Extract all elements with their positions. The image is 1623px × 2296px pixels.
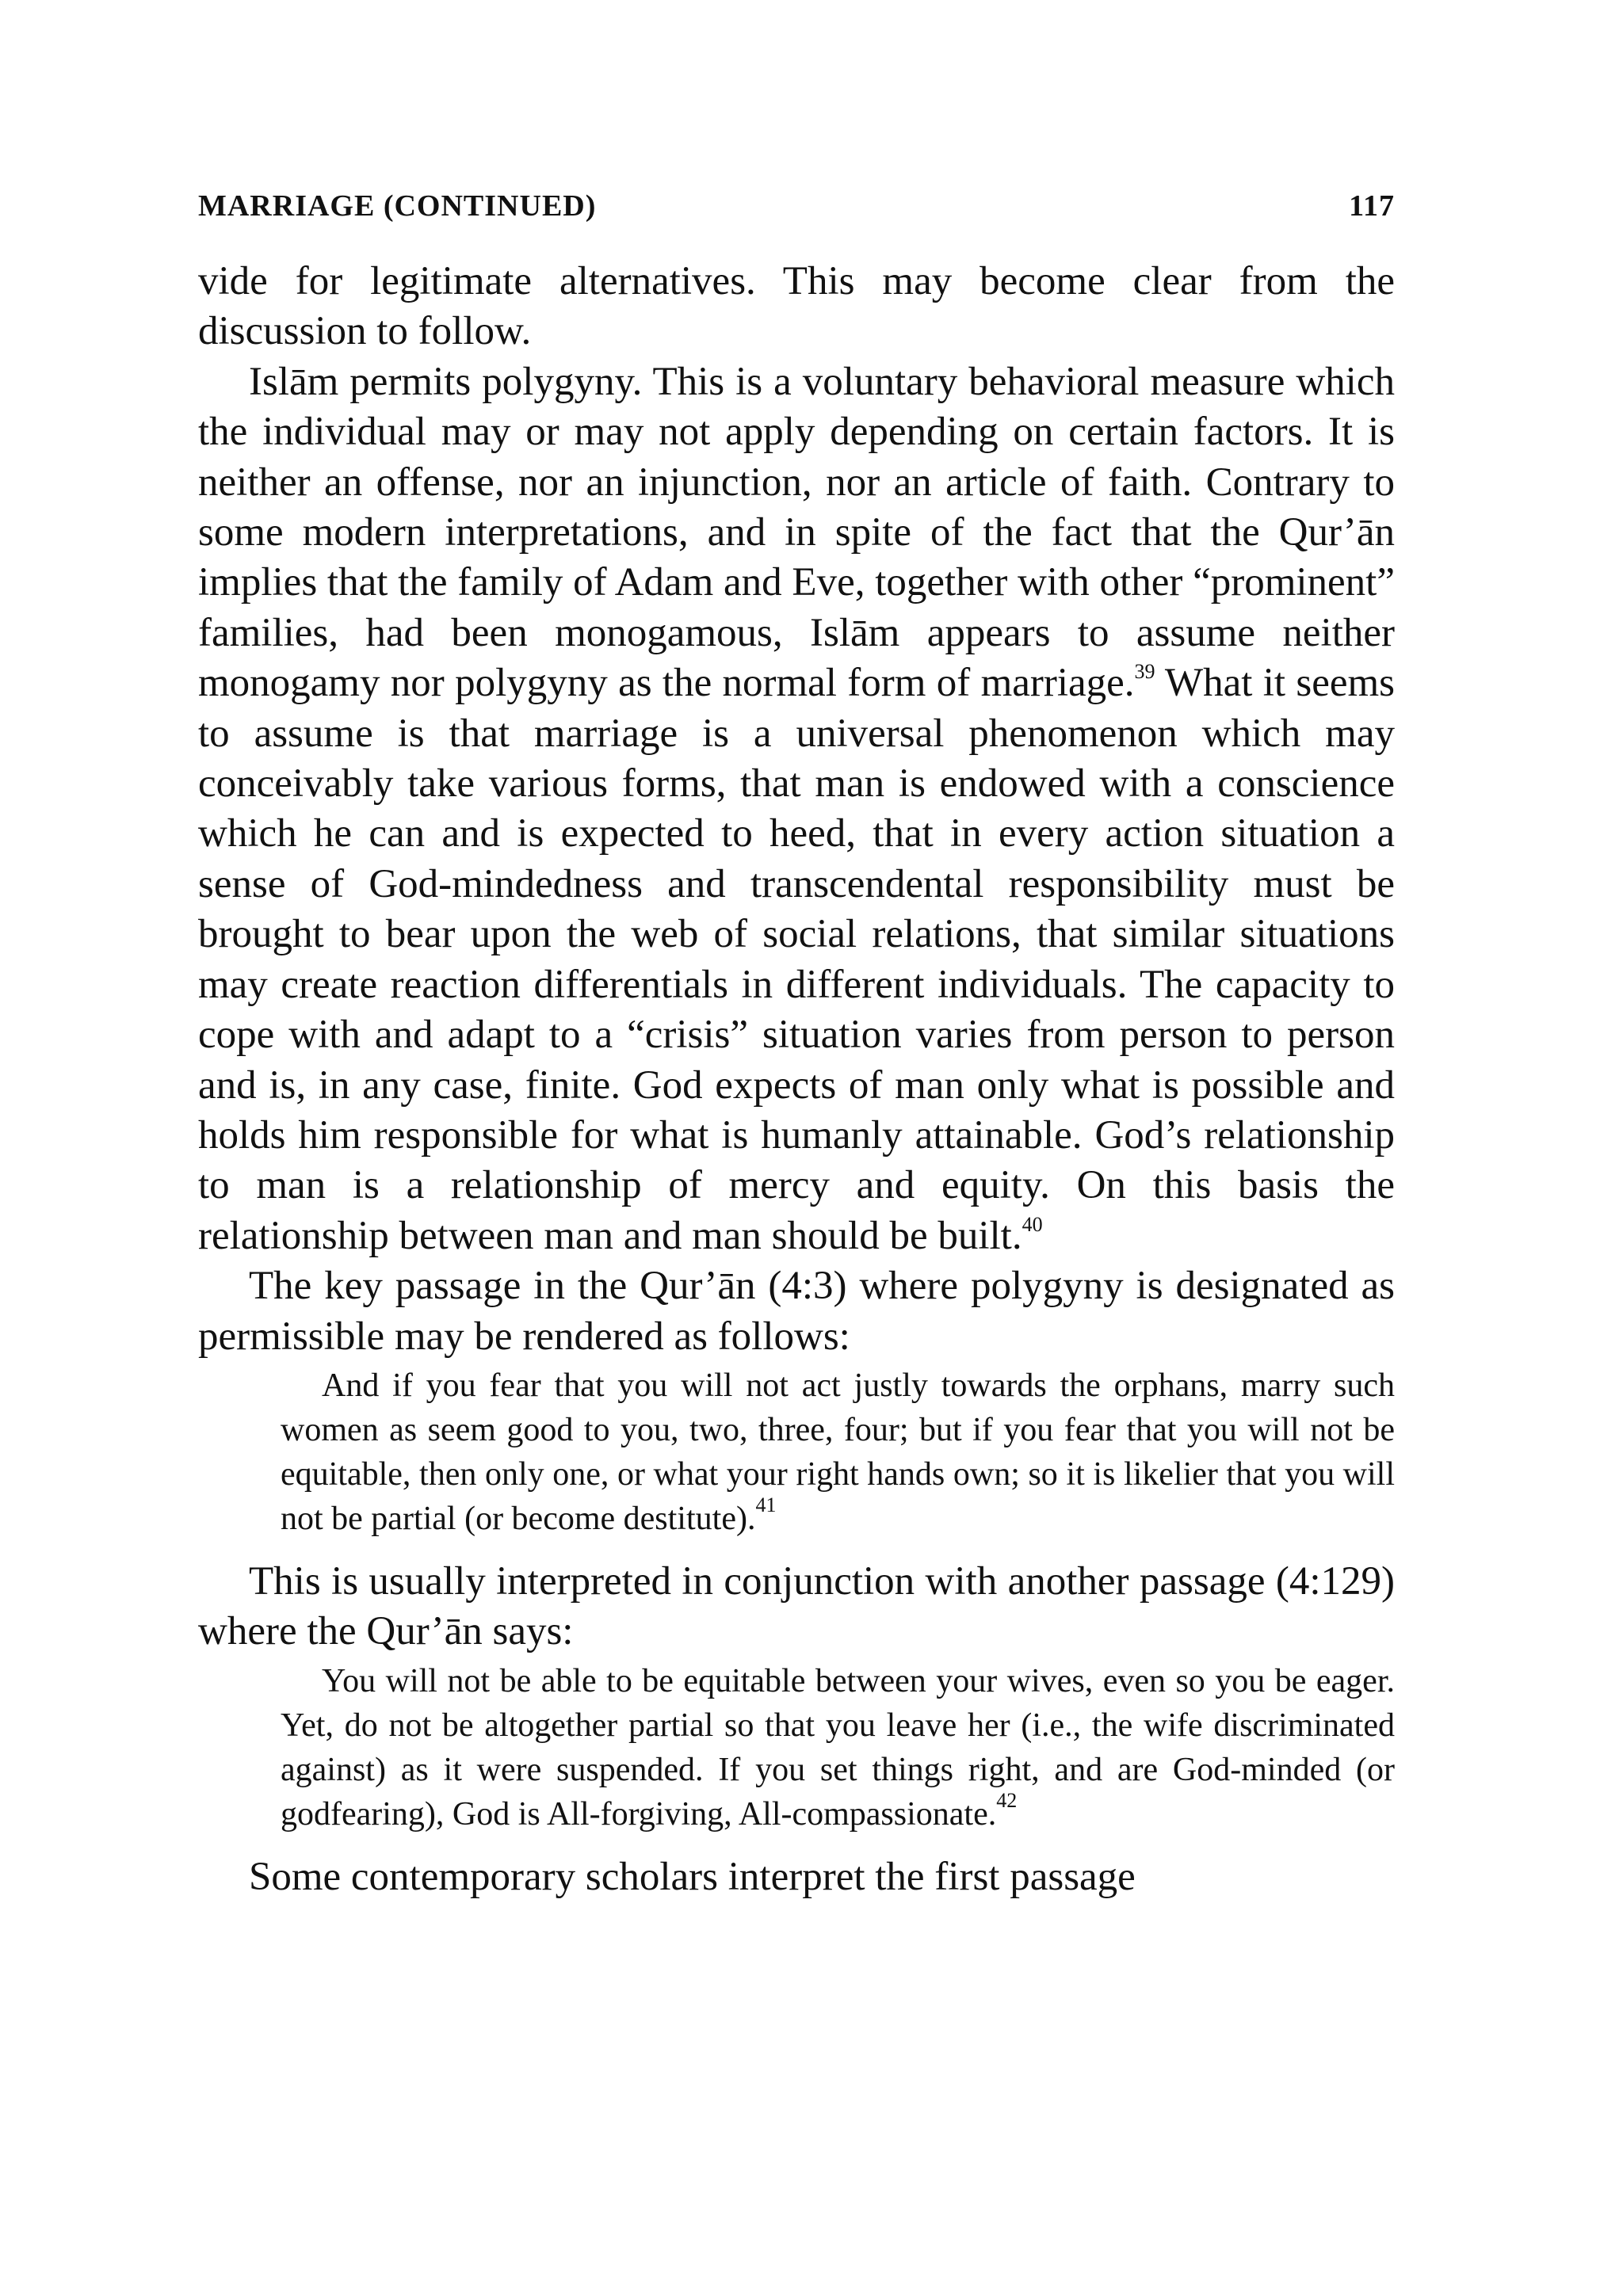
running-header bbox=[198, 189, 1395, 228]
spacer-2 bbox=[198, 1841, 1395, 1852]
paragraph-2 bbox=[198, 357, 1395, 1261]
paragraph-1: vide for legitimate alternatives. This may become clear from the discussion to follow. bbox=[198, 259, 1395, 354]
quote-4-129-body: You will not be able to be equitable between your wives, even so you be eager. Yet, do not be altogether partial so that you leave her (i.e., the wife discriminated against) as it were suspended. If you set things right, and are God-minded (or godfearing), God is All-forgiving, All-compassionate. bbox=[281, 1662, 1395, 1833]
footnote-ref-42[interactable]: 42 bbox=[996, 1788, 1018, 1812]
page-number: 117 bbox=[1349, 189, 1395, 223]
quote-4-3 bbox=[281, 1363, 1395, 1541]
paragraph-4: This is usually interpreted in conjunction with another passage (4:129) where the Qur’ān says: bbox=[198, 1558, 1395, 1654]
quote-4-3-body: And if you fear that you will not act justly towards the orphans, marry such women as seem good to you, two, three, four; but if you fear that you will not be equitable, then only one, or what your right hands own; so it is likelier that you will not be partial (or become destitute). bbox=[281, 1367, 1395, 1537]
footnote-ref-41[interactable]: 41 bbox=[755, 1493, 777, 1516]
footnote-ref-40[interactable]: 40 bbox=[1022, 1212, 1043, 1236]
paragraph-5: Some contemporary scholars interpret the first passage bbox=[249, 1854, 1136, 1899]
paragraph-3: The key passage in the Qur’ān (4:3) where polygyny is designated as permissible may be rendered as follows: bbox=[198, 1264, 1395, 1359]
chapter-title: MARRIAGE (CONTINUED) bbox=[198, 189, 597, 223]
quote-4-3-text bbox=[281, 1363, 1395, 1541]
footnote-ref-39[interactable]: 39 bbox=[1134, 660, 1155, 684]
body-text-2 bbox=[198, 1557, 1395, 1657]
quote-4-129-text bbox=[281, 1659, 1395, 1836]
paragraph-2-part-b: What it seems to assume is that marriage is a universal phenomenon which may conceivably take various forms, that man is endowed with a conscience which he can and is expected to heed, that in every action situation a sense of God-mindedness and transcendental responsibility must be brought to bear upon the web of social relations, that similar situations may create reaction differentials in different individuals. The capacity to cope with and adapt to a “crisis” situation varies from person to person and is, in any case, finite. God expects of man only what is possible and holds him responsible for what is humanly attainable. God’s relationship to man is a relationship of mercy and equity. On this basis the relationship between man and man should be built. bbox=[198, 661, 1395, 1258]
body-text bbox=[198, 257, 1395, 1362]
paragraph-2-part-a: Islām permits polygyny. This is a voluntary behavioral measure which the individual may or may not apply depending on certain factors. It is neither an offense, nor an injunction, nor an article of faith. Contrary to some modern interpretations, and in spite of the fact that the Qur’ān implies that the family of Adam and Eve, together with other “prominent” families, had been monogamous, Islām appears to assume neither monogamy nor polygyny as the normal form of marriage. bbox=[198, 359, 1395, 706]
body-text-3 bbox=[198, 1852, 1395, 1902]
quote-4-129 bbox=[281, 1659, 1395, 1836]
book-page bbox=[198, 189, 1395, 1902]
spacer bbox=[198, 1546, 1395, 1557]
